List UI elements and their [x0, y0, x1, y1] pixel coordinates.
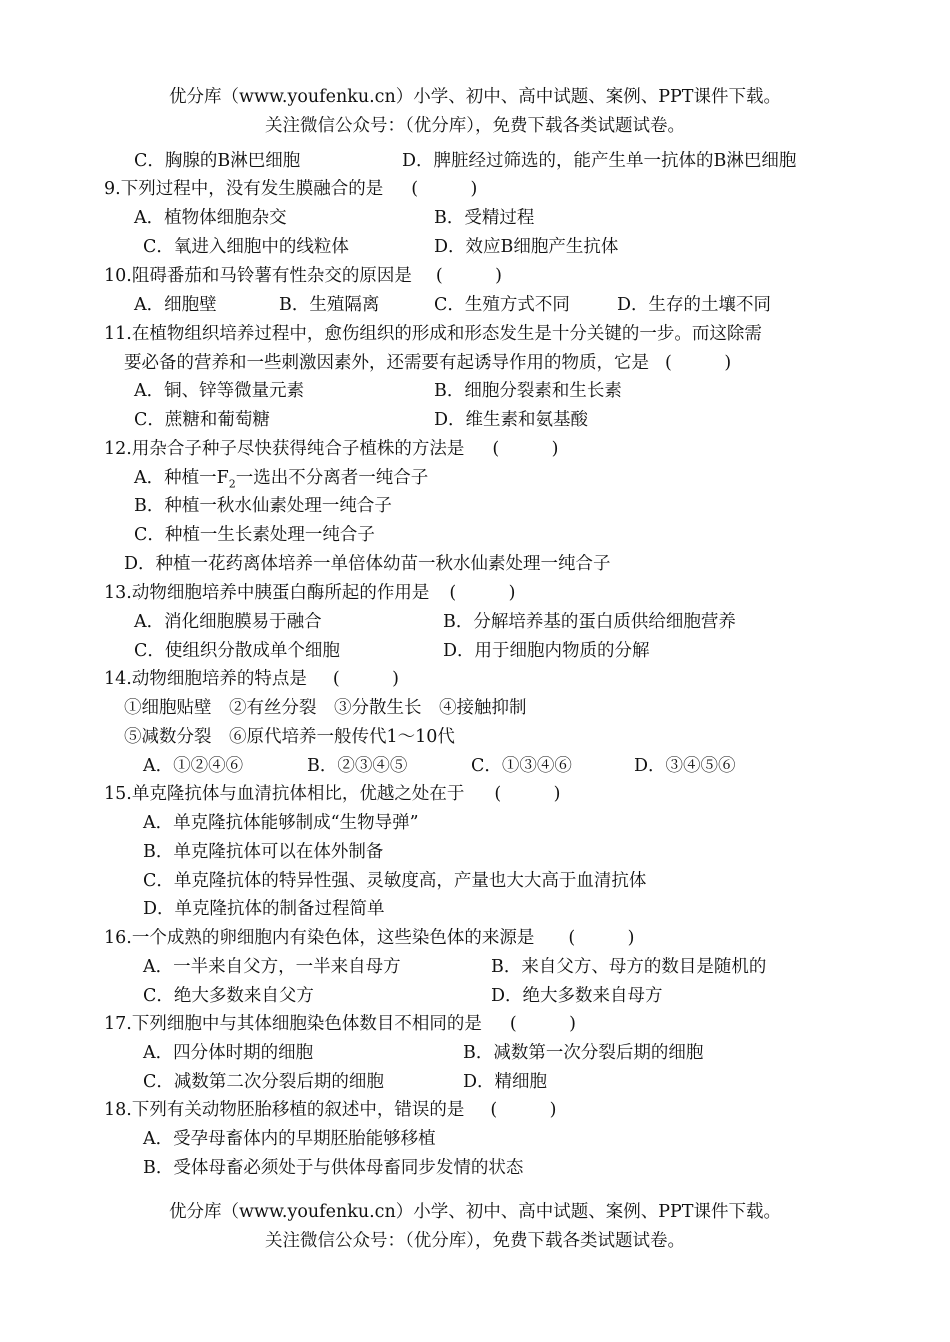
- q13-answer-blank: ( ): [449, 583, 516, 603]
- q18-answer-blank: ( ): [490, 1100, 557, 1120]
- q9-answer-blank: ( ): [411, 179, 478, 199]
- q10-option-a: A．细胞壁: [134, 295, 217, 315]
- q13-option-b: B．分解培养基的蛋白质供给细胞营养: [443, 612, 736, 632]
- q18-option-b: B．受体母畜必须处于与供体母畜同步发情的状态: [143, 1158, 524, 1178]
- q17-option-b: B．减数第一次分裂后期的细胞: [463, 1043, 704, 1063]
- q15-answer-blank: ( ): [494, 784, 561, 804]
- q17-option-a: A．四分体时期的细胞: [143, 1043, 314, 1063]
- q8-option-d: D．脾脏经过筛选的，能产生单一抗体的B淋巴细胞: [402, 151, 797, 171]
- q8-option-c: C．胸腺的B淋巴细胞: [134, 151, 301, 171]
- footer-line-1: 优分库（www.youfenku.cn）小学、初中、高中试题、案例、PPT课件下载。: [169, 1202, 781, 1222]
- q15-option-d: D．单克隆抗体的制备过程简单: [143, 899, 385, 919]
- q14-items-line-1: ①细胞贴壁 ②有丝分裂 ③分散生长 ④接触抑制: [124, 698, 527, 718]
- q16-option-d: D．绝大多数来自母方: [491, 986, 663, 1006]
- q10-option-d: D．生存的土壤不同: [617, 295, 772, 315]
- q13-option-a: A．消化细胞膜易于融合: [134, 612, 322, 632]
- header-line-2: 关注微信公众号：（优分库），免费下载各类试题试卷。: [265, 116, 685, 136]
- q16-option-c: C．绝大多数来自父方: [143, 986, 314, 1006]
- q10-option-b: B．生殖隔离: [279, 295, 380, 315]
- q14-option-b: B．②③④⑤: [307, 756, 408, 776]
- q11-stem-text: 要必备的营养和一些刺激因素外，还需要有起诱导作用的物质，它是: [124, 353, 649, 373]
- footer-line-2: 关注微信公众号：（优分库），免费下载各类试题试卷。: [265, 1231, 685, 1251]
- q10-stem: [104, 265, 502, 287]
- q15-stem-text: 15.单克隆抗体与血清抗体相比，优越之处在于: [104, 784, 465, 804]
- q14-option-c: C．①③④⑥: [471, 756, 572, 776]
- q12-option-b: B．种植一秋水仙素处理一纯合子: [134, 496, 392, 516]
- q16-answer-blank: ( ): [568, 928, 635, 948]
- q18-stem: [104, 1099, 557, 1121]
- q13-option-c: C．使组织分散成单个细胞: [134, 641, 340, 661]
- q17-stem: [104, 1013, 576, 1035]
- q18-stem-text: 18.下列有关动物胚胎移植的叙述中，错误的是: [104, 1100, 465, 1120]
- q15-option-c: C．单克隆抗体的特异性强、灵敏度高，产量也大大高于血清抗体: [143, 871, 647, 891]
- q14-option-d: D．③④⑤⑥: [634, 756, 736, 776]
- q16-option-b: B．来自父方、母方的数目是随机的: [491, 957, 767, 977]
- q14-stem: [104, 668, 399, 690]
- q16-option-a: A．一半来自父方，一半来自母方: [143, 957, 401, 977]
- q17-option-c: C．减数第二次分裂后期的细胞: [143, 1072, 384, 1092]
- q12-stem-text: 12.用杂合子种子尽快获得纯合子植株的方法是: [104, 439, 465, 459]
- q12-option-a-subscript: 2: [228, 477, 236, 491]
- q13-stem-text: 13.动物细胞培养中胰蛋白酶所起的作用是: [104, 583, 430, 603]
- q16-stem: [104, 927, 635, 949]
- q10-option-c: C．生殖方式不同: [434, 295, 570, 315]
- q12-option-a-text-2: 一选出不分离者一纯合子: [235, 468, 429, 488]
- q9-stem-text: 9.下列过程中，没有发生膜融合的是: [104, 179, 384, 199]
- q12-answer-blank: ( ): [492, 439, 559, 459]
- q11-answer-blank: ( ): [665, 353, 732, 373]
- q9-option-a: A．植物体细胞杂交: [134, 208, 287, 228]
- q15-option-b: B．单克隆抗体可以在体外制备: [143, 842, 384, 862]
- q12-option-a-text-1: A．种植一F: [134, 468, 229, 488]
- q16-stem-text: 16.一个成熟的卵细胞内有染色体，这些染色体的来源是: [104, 928, 535, 948]
- q12-option-c: C．种植一生长素处理一纯合子: [134, 525, 375, 545]
- q9-option-c: C．氧进入细胞中的线粒体: [143, 237, 349, 257]
- q15-stem: [104, 783, 561, 805]
- q18-option-a: A．受孕母畜体内的早期胚胎能够移植: [143, 1129, 436, 1149]
- q17-stem-text: 17.下列细胞中与其体细胞染色体数目不相同的是: [104, 1014, 482, 1034]
- q15-option-a: A．单克隆抗体能够制成“生物导弹”: [143, 813, 419, 833]
- header-line-1: 优分库（www.youfenku.cn）小学、初中、高中试题、案例、PPT课件下载。: [169, 87, 781, 107]
- q17-option-d: D．精细胞: [463, 1072, 548, 1092]
- q10-answer-blank: ( ): [435, 266, 502, 286]
- q9-option-d: D．效应B细胞产生抗体: [434, 237, 619, 257]
- q12-stem: [104, 438, 559, 460]
- q11-option-c: C．蔗糖和葡萄糖: [134, 410, 270, 430]
- q14-option-a: A．①②④⑥: [143, 756, 244, 776]
- q17-answer-blank: ( ): [509, 1014, 576, 1034]
- q11-option-b: B．细胞分裂素和生长素: [434, 381, 622, 401]
- q12-option-d: D．种植一花药离体培养一单倍体幼苗一秋水仙素处理一纯合子: [124, 554, 611, 574]
- q14-stem-text: 14.动物细胞培养的特点是: [104, 669, 307, 689]
- q11-option-d: D．维生素和氨基酸: [434, 410, 589, 430]
- q10-stem-text: 10.阻碍番茄和马铃薯有性杂交的原因是: [104, 266, 412, 286]
- q14-items-line-2: ⑤减数分裂 ⑥原代培养一般传代1～10代: [124, 727, 455, 747]
- q11-option-a: A．铜、锌等微量元素: [134, 381, 305, 401]
- q11-stem-line-2: [124, 352, 731, 374]
- q11-stem-line-1: 11.在植物组织培养过程中，愈伤组织的形成和形态发生是十分关键的一步。而这除需: [104, 324, 762, 344]
- q9-stem: [104, 178, 477, 200]
- q9-option-b: B．受精过程: [434, 208, 535, 228]
- q14-answer-blank: ( ): [332, 669, 399, 689]
- q13-option-d: D．用于细胞内物质的分解: [443, 641, 650, 661]
- q12-option-a: [134, 467, 428, 496]
- q13-stem: [104, 582, 516, 604]
